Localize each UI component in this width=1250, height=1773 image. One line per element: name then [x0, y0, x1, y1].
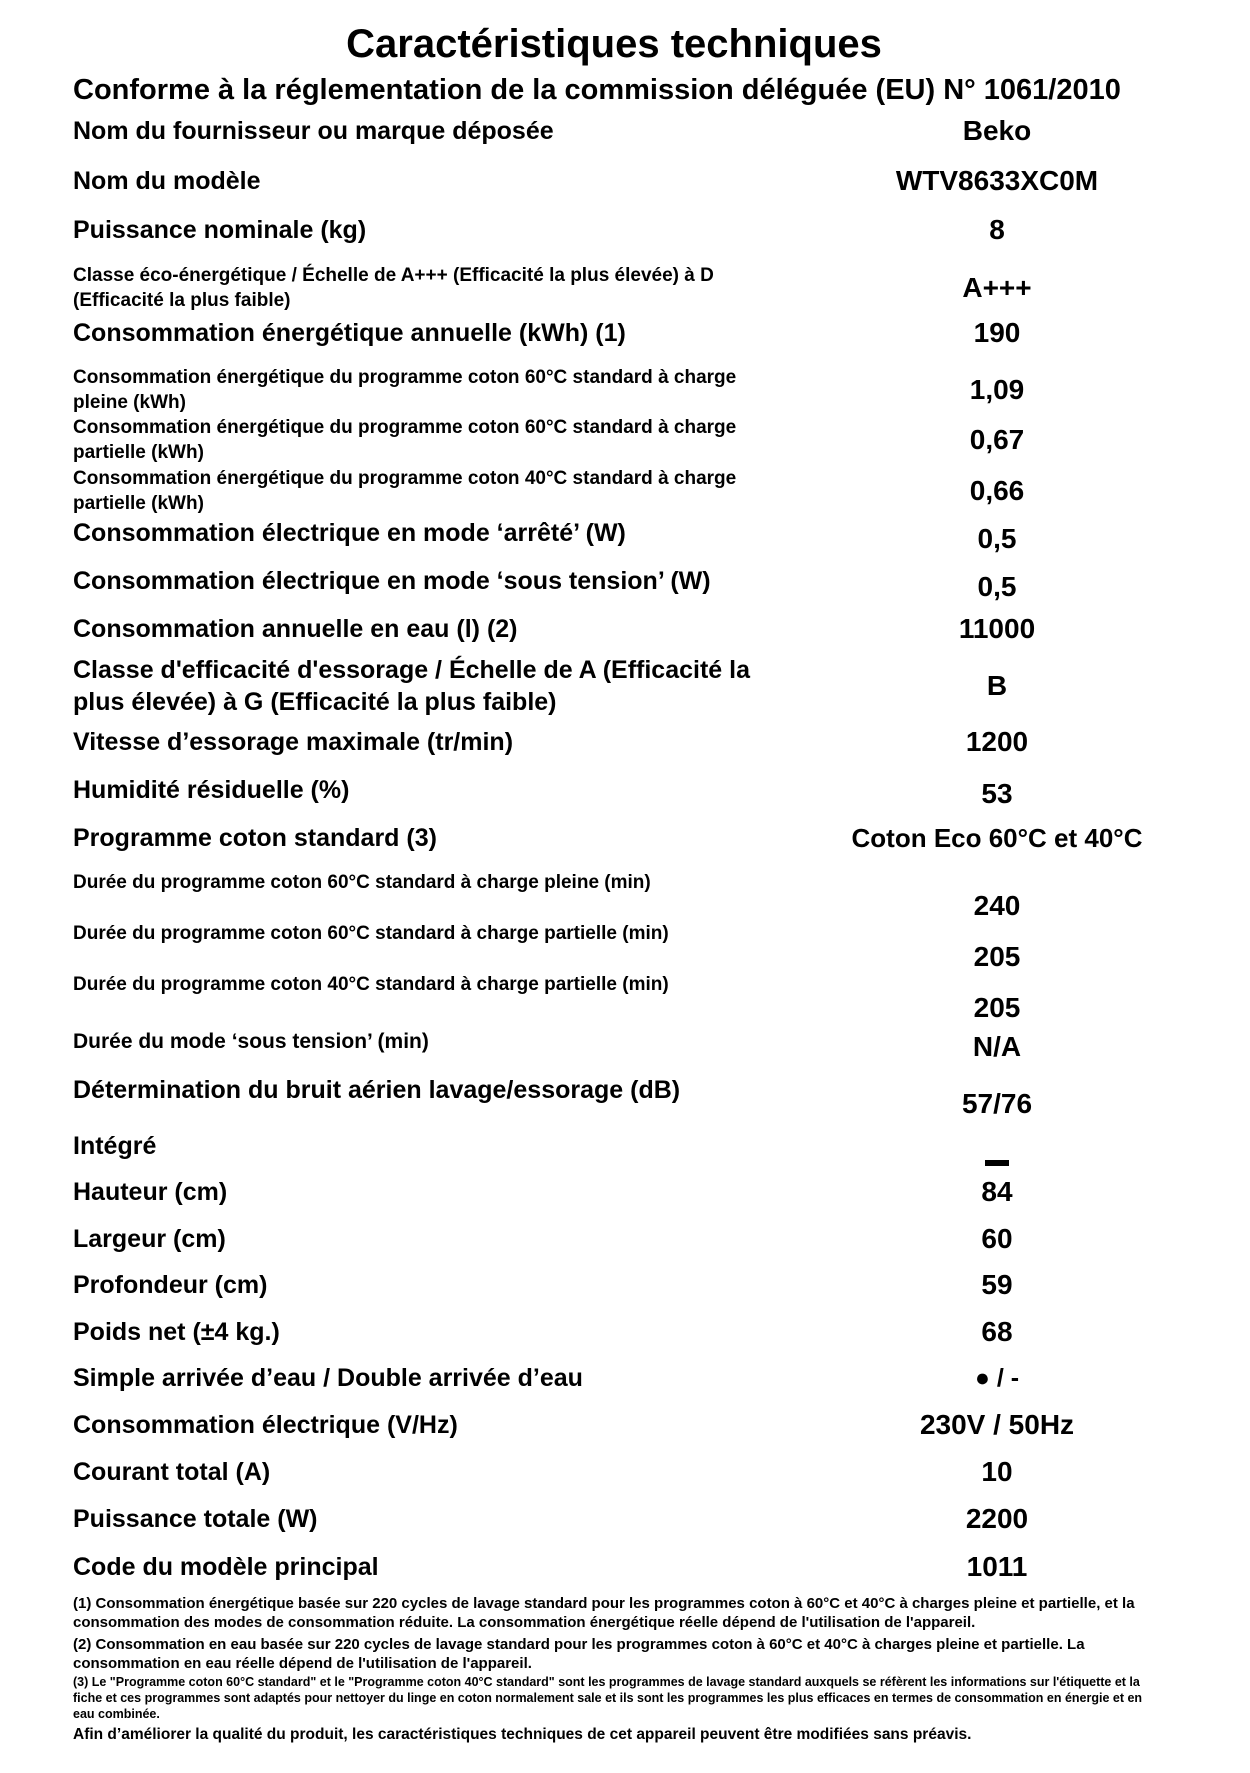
spec-row-total-power: [0, 1499, 1250, 1539]
spec-label: Consommation énergétique du programme coton 40°C standard à charge partielle (kWh): [73, 468, 737, 514]
spec-row-spin-class: [0, 653, 1250, 719]
spec-row-max-spin-speed: [0, 722, 1250, 762]
regulation-subtitle: Conforme à la réglementation de la commission déléguée (EU) N° 1061/2010: [73, 74, 1121, 106]
spec-label: Hauteur (cm): [73, 1177, 228, 1206]
spec-label: Durée du programme coton 60°C standard à charge partielle (min): [73, 923, 669, 944]
dash-mark: [985, 1160, 1009, 1166]
spec-value: 0,66: [969, 475, 1025, 506]
spec-value: B: [986, 670, 1008, 701]
spec-label: Puissance nominale (kg): [73, 215, 367, 244]
spec-label: Poids net (±4 kg.): [73, 1317, 280, 1346]
spec-label: Code du modèle principal: [73, 1552, 379, 1581]
spec-label: Classe d'efficacité d'essorage / Échelle de A (Efficacité la plus élevée) à G (Efficacité la plus faible): [73, 656, 750, 716]
spec-value: 10: [981, 1456, 1013, 1487]
spec-value: 0,67: [969, 424, 1025, 455]
spec-label: Consommation électrique en mode ‘arrêté’ (W): [73, 518, 626, 547]
spec-label: Courant total (A): [73, 1457, 271, 1486]
spec-row-residual-humidity: [0, 770, 1250, 810]
spec-value: 11000: [958, 613, 1036, 644]
spec-label: Puissance totale (W): [73, 1504, 318, 1533]
spec-value: 57/76: [961, 1088, 1033, 1119]
spec-row-energy-class: [0, 262, 1250, 314]
spec-label: Largeur (cm): [73, 1224, 226, 1253]
spec-value: 84: [981, 1176, 1013, 1207]
spec-label: Durée du programme coton 40°C standard à charge partielle (min): [73, 974, 669, 995]
spec-row-model: [0, 162, 1250, 200]
spec-label: Consommation électrique (V/Hz): [73, 1410, 458, 1439]
spec-value: Beko: [962, 115, 1032, 146]
spec-row-annual-energy: [0, 314, 1250, 352]
spec-row-noise: [0, 1068, 1250, 1119]
spec-label: Nom du modèle: [73, 166, 261, 195]
spec-label: Programme coton standard (3): [73, 823, 437, 852]
spec-value: 0,5: [977, 523, 1017, 554]
spec-value: 59: [981, 1269, 1013, 1300]
spec-label: Intégré: [73, 1131, 157, 1160]
spec-value: [797, 1126, 1197, 1166]
spec-row-left-on-duration: [0, 1019, 1250, 1063]
spec-value: Coton Eco 60°C et 40°C: [851, 823, 1143, 853]
spec-label: Durée du programme coton 60°C standard à charge pleine (min): [73, 872, 651, 893]
spec-row-left-on-power: [0, 561, 1250, 601]
spec-label: Humidité résiduelle (%): [73, 775, 350, 804]
spec-row-main-model-code: [0, 1547, 1250, 1587]
spec-row-total-current: [0, 1452, 1250, 1492]
spec-row-water-inlet: [0, 1358, 1250, 1398]
spec-label: Simple arrivée d’eau / Double arrivée d’eau: [73, 1363, 583, 1392]
spec-value: ● / -: [974, 1364, 1020, 1392]
footnotes: [73, 1594, 1163, 1745]
spec-row-energy-60-partial: [0, 414, 1250, 466]
spec-value: 8: [989, 214, 1005, 245]
spec-row-duration-60-full: [0, 866, 1250, 921]
spec-row-duration-40-partial: [0, 968, 1250, 1023]
spec-row-net-weight: [0, 1312, 1250, 1352]
spec-label: Consommation énergétique du programme coton 60°C standard à charge pleine (kWh): [73, 367, 737, 413]
spec-value: 2200: [965, 1503, 1029, 1534]
spec-label: Durée du mode ‘sous tension’ (min): [73, 1029, 429, 1053]
spec-value: 1200: [965, 726, 1029, 757]
spec-row-height: [0, 1172, 1250, 1212]
spec-value: N/A: [972, 1031, 1022, 1062]
spec-row-off-mode-power: [0, 513, 1250, 553]
spec-value: A+++: [962, 272, 1032, 303]
spec-row-built-in: [0, 1126, 1250, 1166]
spec-label: Consommation annuelle en eau (l) (2): [73, 614, 518, 643]
spec-value: 205: [973, 992, 1021, 1023]
spec-row-width: [0, 1219, 1250, 1259]
spec-value: 205: [973, 941, 1021, 972]
spec-value: 1,09: [969, 374, 1025, 405]
spec-value: 230V / 50Hz: [919, 1409, 1075, 1440]
spec-label: Classe éco-énergétique / Échelle de A+++ (Efficacité la plus élevée) à D (Efficacité la plus faible): [73, 265, 714, 311]
footnote-3: (3) Le "Programme coton 60°C standard" et le "Programme coton 40°C standard" sont les programmes de lavage standard auxquels se réfèrent les informations sur l'étiquette et la fiche et ces programmes sont adaptés pour nettoyer du linge en coton normalement sale et ils sont les programmes les plus efficaces en termes de consommation en énergie et en eau combinée.: [73, 1675, 1143, 1721]
footnote-2: (2) Consommation en eau basée sur 220 cycles de lavage standard pour les programmes coton à 60°C et 40°C à charges pleine et partielle. La consommation en eau réelle dépend de l'utilisation de l'appareil.: [73, 1636, 1085, 1672]
spec-row-electrical-supply: [0, 1405, 1250, 1445]
spec-label: Nom du fournisseur ou marque déposée: [73, 116, 554, 145]
spec-label: Consommation énergétique annuelle (kWh) (1): [73, 318, 626, 347]
spec-row-energy-60-full: [0, 364, 1250, 416]
spec-value: 1011: [966, 1551, 1028, 1582]
spec-row-standard-programme: [0, 818, 1250, 858]
spec-value: WTV8633XC0M: [895, 165, 1099, 196]
spec-value: 190: [973, 317, 1021, 348]
spec-row-supplier: [0, 112, 1250, 150]
spec-value: 240: [973, 890, 1021, 921]
spec-row-depth: [0, 1265, 1250, 1305]
spec-row-energy-40-partial: [0, 465, 1250, 517]
spec-label: Vitesse d’essorage maximale (tr/min): [73, 727, 514, 756]
spec-value: 53: [981, 778, 1013, 809]
spec-label: Consommation électrique en mode ‘sous tension’ (W): [73, 566, 711, 595]
spec-value: 0,5: [977, 571, 1017, 602]
page-title: Caractéristiques techniques: [346, 22, 882, 66]
spec-value: 60: [981, 1223, 1013, 1254]
spec-row-duration-60-partial: [0, 917, 1250, 972]
spec-label: Consommation énergétique du programme coton 60°C standard à charge partielle (kWh): [73, 417, 737, 463]
spec-row-annual-water: [0, 609, 1250, 649]
footnote-1: (1) Consommation énergétique basée sur 220 cycles de lavage standard pour les programmes coton à 60°C et 40°C à charges pleine et partielle, et la consommation des modes de consommation réduite. La consommation énergétique réelle dépend de l'utilisation de l'appareil.: [73, 1595, 1135, 1631]
spec-label: Détermination du bruit aérien lavage/essorage (dB): [73, 1075, 681, 1104]
spec-row-rated-capacity: [0, 211, 1250, 249]
spec-value: 68: [981, 1316, 1013, 1347]
spec-label: Profondeur (cm): [73, 1270, 268, 1299]
disclaimer: Afin d’améliorer la qualité du produit, les caractéristiques techniques de cet appareil peuvent être modifiées sans préavis.: [73, 1726, 972, 1743]
